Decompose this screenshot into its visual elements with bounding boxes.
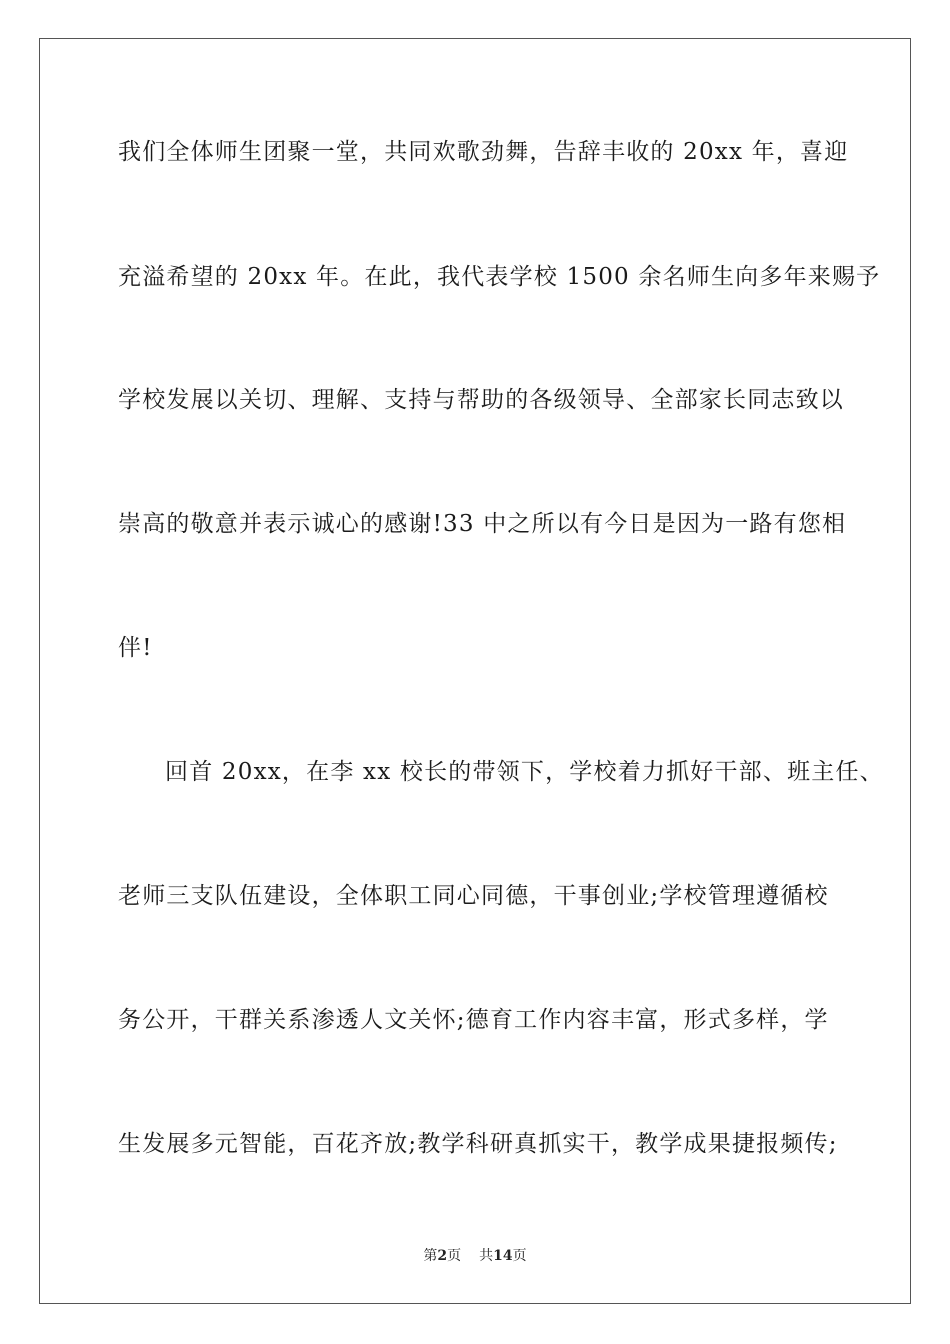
body-text-line-9: 生发展多元智能，百花齐放;教学科研真抓实干，教学成果捷报频传; (118, 1131, 838, 1157)
body-text-line-7: 老师三支队伍建设，全体职工同心同德，干事创业;学校管理遵循校 (118, 883, 829, 909)
total-suffix: 页 (512, 1248, 527, 1264)
page-suffix: 页 (447, 1248, 462, 1264)
total-pages: 14 (493, 1248, 513, 1264)
body-text-line-5: 伴! (118, 635, 153, 661)
page-number: 2 (437, 1248, 448, 1264)
body-text-line-8: 务公开，干群关系渗透人文关怀;德育工作内容丰富，形式多样，学 (118, 1007, 829, 1033)
body-text-line-1: 我们全体师生团聚一堂，共同欢歌劲舞，告辞丰收的 20xx 年，喜迎 (118, 139, 849, 165)
page-border (39, 38, 911, 1304)
body-text-line-6: 回首 20xx，在李 xx 校长的带领下，学校着力抓好干部、班主任、 (165, 759, 884, 785)
body-text-line-2: 充溢希望的 20xx 年。在此，我代表学校 1500 余名师生向多年来赐予 (118, 264, 881, 290)
body-text-line-3: 学校发展以关切、理解、支持与帮助的各级领导、全部家长同志致以 (118, 387, 844, 413)
body-text-line-4: 崇高的敬意并表示诚心的感谢!33 中之所以有今日是因为一路有您相 (118, 511, 847, 537)
total-prefix: 共 (479, 1248, 494, 1264)
page-prefix: 第 (423, 1248, 438, 1264)
page-footer (0, 1247, 950, 1265)
